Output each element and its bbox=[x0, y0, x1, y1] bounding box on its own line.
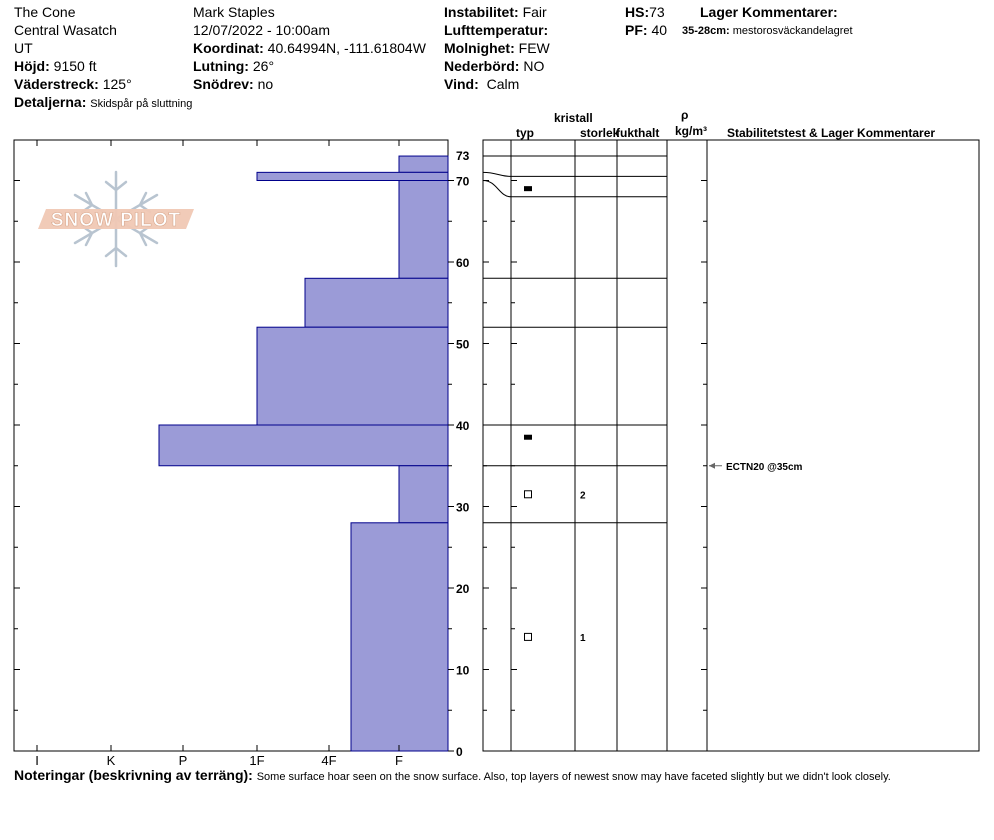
hardness-bar-4 bbox=[257, 327, 448, 425]
drift-value: no bbox=[257, 76, 274, 92]
hardness-label-F: F bbox=[395, 753, 403, 768]
col-fukthalt: fukthalt bbox=[616, 126, 660, 140]
grain-marker-1 bbox=[524, 435, 532, 440]
elevation-label: Höjd: bbox=[14, 58, 50, 74]
depth-label-10: 10 bbox=[456, 663, 470, 678]
notes-text: Some surface hoar seen on the snow surface. Also, top layers of newest snow may have faceted slightly but we didn't look closely. bbox=[256, 771, 891, 783]
notes-row bbox=[14, 767, 891, 786]
hardness-label-1F: 1F bbox=[249, 753, 265, 768]
layer-comment-text: mestorosväckandelagret bbox=[732, 25, 853, 37]
hardness-label-I: I bbox=[35, 753, 39, 768]
depth-label-60: 60 bbox=[456, 256, 470, 270]
pf-label: PF: bbox=[625, 22, 648, 38]
logo-text: SNOW PILOT bbox=[50, 210, 182, 231]
depth-label-70: 70 bbox=[456, 174, 470, 189]
precip-value: NO bbox=[523, 58, 545, 74]
layer-comments-label: Lager Kommentarer: bbox=[700, 4, 838, 20]
details-value: Skidspår på sluttning bbox=[90, 98, 193, 110]
stability-test-label-0: ECTN20 @35cm bbox=[726, 461, 803, 473]
hardness-bar-1 bbox=[257, 172, 448, 180]
grain-marker-3 bbox=[525, 633, 532, 640]
col-kristall: kristall bbox=[554, 111, 593, 125]
depth-label-0: 0 bbox=[456, 745, 463, 759]
aspect-label: Väderstreck: bbox=[14, 76, 99, 92]
state: UT bbox=[14, 40, 33, 56]
depth-label-top: 73 bbox=[456, 149, 470, 164]
grain-markers bbox=[524, 186, 586, 644]
depth-label-30: 30 bbox=[456, 500, 470, 515]
observer-name: Mark Staples bbox=[193, 4, 275, 20]
hardness-label-P: P bbox=[178, 753, 188, 768]
hardness-bar-5 bbox=[159, 425, 448, 466]
slope-label: Lutning: bbox=[193, 58, 249, 74]
location-name: The Cone bbox=[14, 4, 76, 20]
stability-tests bbox=[709, 462, 803, 473]
mountain-range: Central Wasatch bbox=[14, 22, 117, 38]
pf-value: 40 bbox=[651, 22, 668, 38]
grain-size-3: 1 bbox=[580, 632, 586, 644]
aspect-value: 125° bbox=[102, 76, 132, 92]
hardness-bar-0 bbox=[399, 156, 448, 172]
sky-label: Molnighet: bbox=[444, 40, 515, 56]
hardness-bar-6 bbox=[399, 466, 448, 523]
grain-marker-0 bbox=[524, 186, 532, 191]
hardness-label-K: K bbox=[106, 753, 116, 768]
hardness-bars bbox=[159, 156, 448, 751]
hardness-bar-2 bbox=[399, 181, 448, 279]
wind-value: Calm bbox=[486, 76, 520, 92]
coordinate-value: 40.64994N, -111.61804W bbox=[267, 40, 426, 56]
col-storlek: storlek bbox=[580, 126, 620, 140]
layer-table-columns bbox=[511, 140, 707, 751]
depth-label-20: 20 bbox=[456, 582, 470, 596]
col-typ: typ bbox=[516, 126, 534, 140]
layer-connector-71 bbox=[483, 172, 511, 176]
snowpilot-logo bbox=[38, 172, 194, 266]
col-stability: Stabilitetstest & Lager Kommentarer bbox=[727, 126, 936, 140]
grain-marker-2 bbox=[525, 491, 532, 498]
layer-connector-70 bbox=[483, 181, 511, 197]
stability-arrowhead-0 bbox=[709, 463, 715, 469]
hardness-bar-7 bbox=[351, 523, 448, 751]
col-density-unit: kg/m³ bbox=[675, 124, 708, 138]
instability-value: Fair bbox=[522, 4, 547, 20]
grain-size-2: 2 bbox=[580, 490, 586, 502]
hs-label: HS: bbox=[625, 4, 650, 20]
precip-label: Nederbörd: bbox=[444, 58, 520, 74]
airtemp-label: Lufttemperatur: bbox=[444, 22, 549, 38]
depth-label-40: 40 bbox=[456, 419, 470, 433]
elevation-value: 9150 ft bbox=[53, 58, 97, 74]
coordinate-label: Koordinat: bbox=[193, 40, 264, 56]
slope-value: 26° bbox=[252, 58, 275, 74]
hardness-label-4F: 4F bbox=[321, 753, 337, 768]
depth-label-50: 50 bbox=[456, 337, 470, 352]
wind-label: Vind: bbox=[444, 76, 479, 92]
depth-axis-labels bbox=[456, 149, 470, 759]
drift-label: Snödrev: bbox=[193, 76, 254, 92]
col-rho: ρ bbox=[681, 108, 689, 122]
details-label: Detaljerna: bbox=[14, 94, 87, 110]
layer-table-frame bbox=[483, 140, 979, 751]
hs-value: 73 bbox=[649, 4, 665, 20]
layer-comment-depth: 35-28cm: bbox=[682, 25, 730, 37]
observation-datetime: 12/07/2022 - 10:00am bbox=[193, 22, 330, 38]
hardness-bar-3 bbox=[305, 278, 448, 327]
sky-value: FEW bbox=[518, 40, 550, 56]
notes-label: Noteringar (beskrivning av terräng): bbox=[14, 767, 253, 783]
instability-label: Instabilitet: bbox=[444, 4, 519, 20]
